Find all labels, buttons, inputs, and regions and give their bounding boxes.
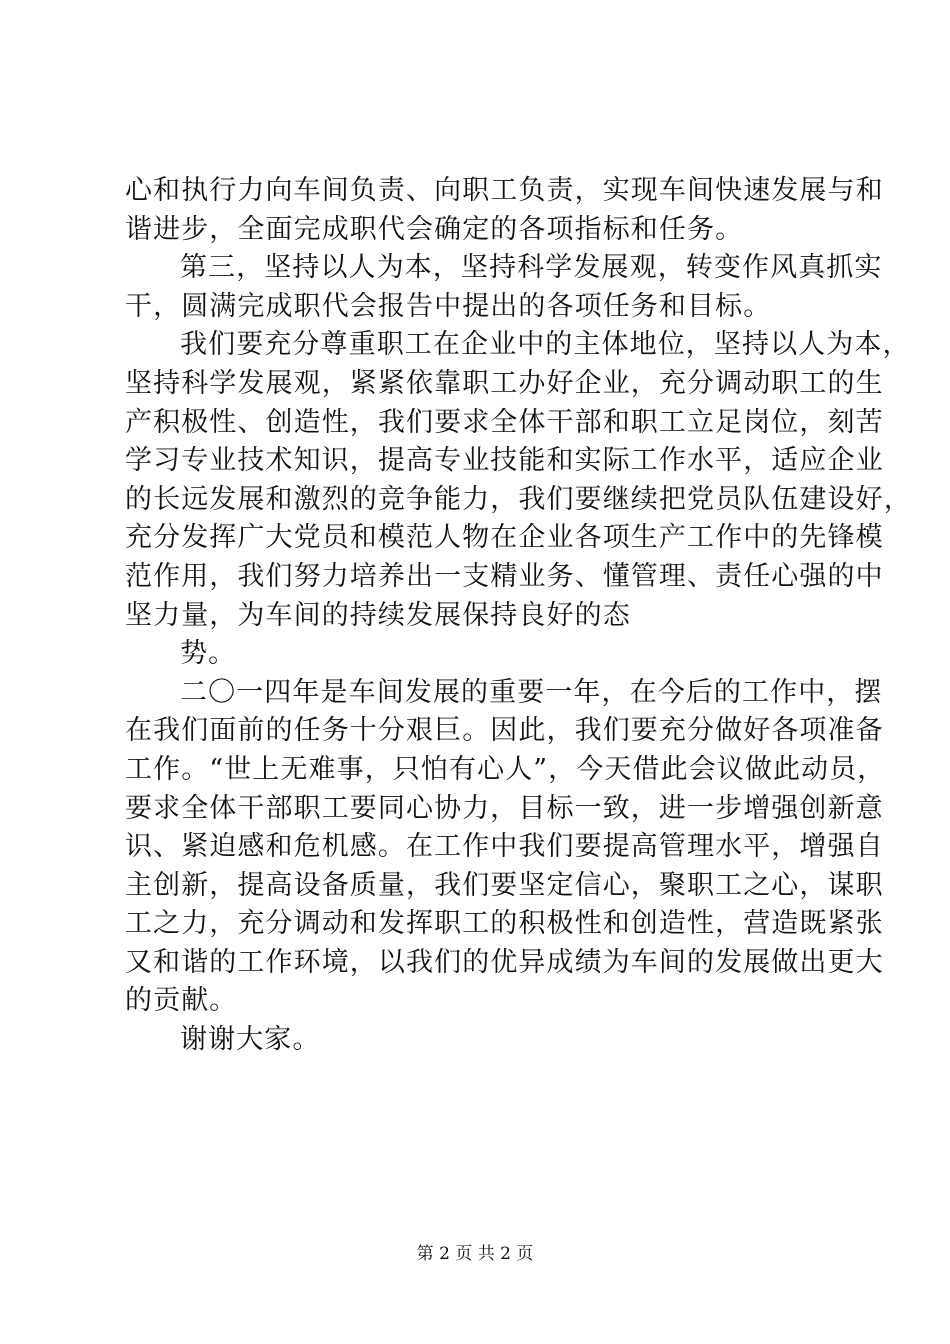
text-line: 识、紧迫感和危机感。在工作中我们要提高管理水平，增强自 xyxy=(125,831,884,863)
paragraph-start-line: 我们要充分尊重职工在企业中的主体地位，坚持以人为本， xyxy=(180,329,911,361)
paragraph-start-line: 二〇一四年是车间发展的重要一年，在今后的工作中，摆 xyxy=(180,676,883,708)
paragraph-start-line: 势。 xyxy=(180,638,237,670)
text-line: 产积极性、创造性，我们要求全体干部和职工立足岗位，刻苦 xyxy=(125,406,884,438)
text-line: 心和执行力向车间负责、向职工负责，实现车间快速发展与和 xyxy=(125,175,884,206)
text-line: 谐进步，全面完成职代会确定的各项指标和任务。 xyxy=(125,213,744,245)
text-line: 在我们面前的任务十分艰巨。因此，我们要充分做好各项准备 xyxy=(125,715,884,747)
text-line: 要求全体干部职工要同心协力，目标一致，进一步增强创新意 xyxy=(125,792,884,824)
text-line: 坚持科学发展观，紧紧依靠职工办好企业，充分调动职工的生 xyxy=(125,367,884,399)
document-body xyxy=(125,172,912,1060)
text-line: 范作用，我们努力培养出一支精业务、懂管理、责任心强的中 xyxy=(125,560,884,592)
closing-line: 谢谢大家。 xyxy=(180,1024,321,1056)
text-line: 充分发挥广大党员和模范人物在企业各项生产工作中的先锋模 xyxy=(125,522,884,554)
text-line: 学习专业技术知识，提高专业技能和实际工作水平，适应企业 xyxy=(125,445,884,477)
page-number-label: 第 2 页 共 2 页 xyxy=(416,1244,534,1264)
text-line: 的长远发展和激烈的竞争能力，我们要继续把党员队伍建设好， xyxy=(125,483,912,515)
text-line: 的贡献。 xyxy=(125,985,238,1017)
text-line: 工之力，充分调动和发挥职工的积极性和创造性，营造既紧张 xyxy=(125,908,884,940)
text-line: 主创新，提高设备质量，我们要坚定信心，聚职工之心，谋职 xyxy=(125,869,884,901)
text-line: 又和谐的工作环境，以我们的优异成绩为车间的发展做出更大 xyxy=(125,946,884,978)
text-line: 坚力量，为车间的持续发展保持良好的态 xyxy=(125,599,631,631)
page-footer xyxy=(0,1243,950,1265)
paragraph-start-line: 第三，坚持以人为本，坚持科学发展观，转变作风真抓实 xyxy=(180,252,883,284)
text-line: 工作。“世上无难事，只怕有心人”，今天借此会议做此动员， xyxy=(125,753,886,785)
text-line: 干，圆满完成职代会报告中提出的各项任务和目标。 xyxy=(125,290,772,322)
